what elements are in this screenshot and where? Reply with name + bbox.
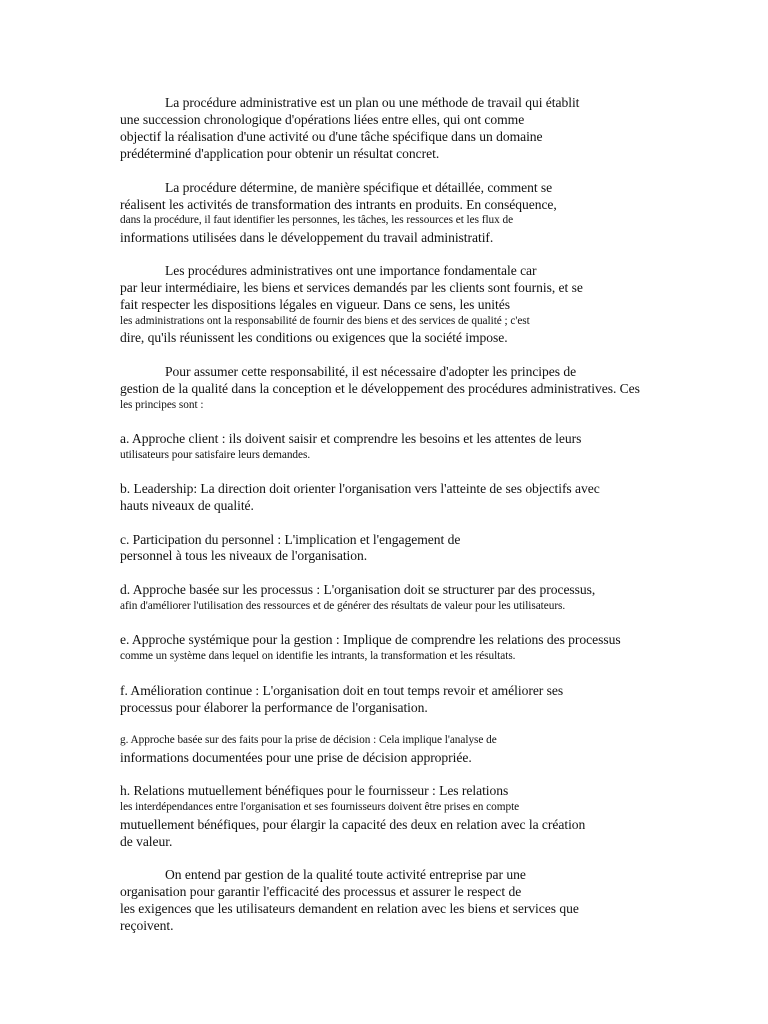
text-line: les administrations ont la responsabilité de fournir des biens et des services de qualité ; c'est <box>120 315 530 327</box>
list-item: c. Participation du personnel : L'implication et l'engagement de <box>120 532 461 547</box>
text-line: comme un système dans lequel on identifie les intrants, la transformation et les résultats. <box>120 650 516 662</box>
list-item: a. Approche client : ils doivent saisir et comprendre les besoins et les attentes de leurs <box>120 431 582 446</box>
text-line: réalisent les activités de transformation des intrants en produits. En conséquence, <box>120 197 557 212</box>
text-line: personnel à tous les niveaux de l'organisation. <box>120 548 368 563</box>
text-line: prédéterminé d'application pour obtenir un résultat concret. <box>120 146 440 161</box>
text-line: dans la procédure, il faut identifier les personnes, les tâches, les ressources et les flux de <box>120 214 514 226</box>
text-line: Les procédures administratives ont une importance fondamentale car <box>165 263 537 278</box>
text-line: par leur intermédiaire, les biens et services demandés par les clients sont fournis, et se <box>120 280 583 295</box>
text-line: objectif la réalisation d'une activité ou d'une tâche spécifique dans un domaine <box>120 129 543 144</box>
text-line: une succession chronologique d'opérations liées entre elles, qui ont comme <box>120 112 525 127</box>
text-line: On entend par gestion de la qualité toute activité entreprise par une <box>165 867 526 882</box>
text-line: La procédure administrative est un plan ou une méthode de travail qui établit <box>165 95 580 110</box>
text-line: de valeur. <box>120 834 173 849</box>
text-line: fait respecter les dispositions légales en vigueur. Dans ce sens, les unités <box>120 297 510 312</box>
list-item: d. Approche basée sur les processus : L'organisation doit se structurer par des processus, <box>120 582 596 597</box>
text-line: reçoivent. <box>120 918 174 933</box>
text-line: mutuellement bénéfiques, pour élargir la capacité des deux en relation avec la création <box>120 817 586 832</box>
text-line: La procédure détermine, de manière spécifique et détaillée, comment se <box>165 180 553 195</box>
list-item: h. Relations mutuellement bénéfiques pour le fournisseur : Les relations <box>120 783 509 798</box>
text-line: dire, qu'ils réunissent les conditions ou exigences que la société impose. <box>120 330 508 345</box>
text-line: Pour assumer cette responsabilité, il est nécessaire d'adopter les principes de <box>165 364 577 379</box>
text-line: informations utilisées dans le développement du travail administratif. <box>120 230 494 245</box>
text-line: les principes sont : <box>120 399 204 411</box>
text-line: organisation pour garantir l'efficacité des processus et assurer le respect de <box>120 884 522 899</box>
list-item: b. Leadership: La direction doit orienter l'organisation vers l'atteinte de ses objectifs avec <box>120 481 600 496</box>
list-item: g. Approche basée sur des faits pour la prise de décision : Cela implique l'analyse de <box>120 734 497 746</box>
text-line: afin d'améliorer l'utilisation des ressources et de générer des résultats de valeur pour les utilisateurs. <box>120 600 566 612</box>
text-line: hauts niveaux de qualité. <box>120 498 254 513</box>
text-line: les interdépendances entre l'organisation et ses fournisseurs doivent être prises en compte <box>120 801 520 813</box>
list-item: e. Approche systémique pour la gestion : Implique de comprendre les relations des processus <box>120 632 621 647</box>
text-line: les exigences que les utilisateurs demandent en relation avec les biens et services que <box>120 901 579 916</box>
text-line: utilisateurs pour satisfaire leurs demandes. <box>120 449 311 461</box>
text-line: processus pour élaborer la performance de l'organisation. <box>120 700 428 715</box>
text-line: gestion de la qualité dans la conception et le développement des procédures administratives. Ces <box>120 381 640 396</box>
list-item: f. Amélioration continue : L'organisation doit en tout temps revoir et améliorer ses <box>120 683 564 698</box>
text-line: informations documentées pour une prise de décision appropriée. <box>120 750 472 765</box>
